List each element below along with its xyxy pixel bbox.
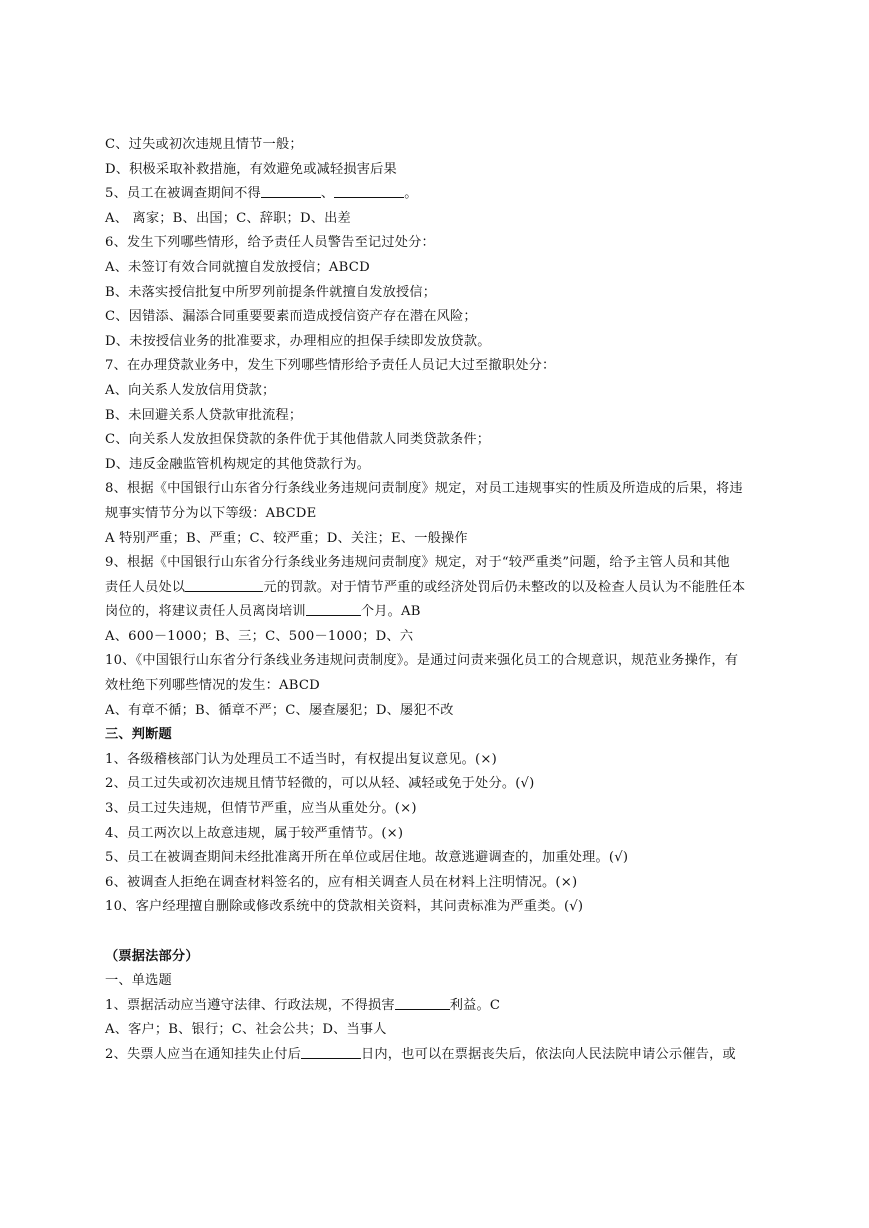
- section-heading: 一、单选题: [105, 973, 172, 989]
- question-line: [105, 1043, 769, 1068]
- question-text: 、: [320, 186, 335, 202]
- judgment-item: 2、员工过失或初次违规且情节轻微的，可以从轻、减轻或免于处分。(√): [105, 776, 535, 792]
- question-text: 2、失票人应当在通知挂失止付后: [105, 1046, 302, 1062]
- judgment-item: 3、员工过失违规，但情节严重，应当从重处分。(×): [105, 801, 417, 817]
- judgment-item: 10、客户经理擅自删除或修改系统中的贷款相关资料，其问责标准为严重类。(√): [105, 899, 584, 915]
- document-body: [105, 133, 769, 1068]
- question-line: [105, 994, 769, 1019]
- question-text: 。: [404, 186, 418, 202]
- option-line: A、向关系人发放信用贷款；: [105, 382, 276, 398]
- option-line: A 特别严重；B、严重；C、较严重；D、关注；E、一般操作: [105, 530, 468, 546]
- judgment-item: 1、各级稽核部门认为处理员工不适当时，有权提出复议意见。(×): [105, 751, 497, 767]
- judgment-item: 6、被调查人拒绝在调查材料签名的，应有相关调查人员在材料上注明情况。(×): [105, 874, 578, 890]
- answer-blank: [185, 577, 263, 592]
- question-line: 6、发生下列哪些情形，给予责任人员警告至记过处分：: [105, 235, 435, 251]
- question-line: 10、《中国银行山东省分行条线业务违规问责制度》。是通过问责来强化员工的合规意识，规范业务操作，有: [105, 653, 739, 669]
- judgment-item: 5、员工在被调查期间未经批准离开所在单位或居住地。故意逃避调查的，加重处理。(√): [105, 850, 629, 866]
- option-line: A、 离家；B、出国；C、辞职；D、出差: [105, 210, 351, 226]
- question-text: 5、员工在被调查期间不得: [105, 186, 261, 202]
- option-line: A、600－1000；B、三；C、500－1000；D、六: [105, 628, 414, 644]
- option-line: C、向关系人发放担保贷款的条件优于其他借款人同类贷款条件；: [105, 432, 491, 448]
- answer-blank: [306, 601, 361, 616]
- answer-blank: [301, 1044, 361, 1059]
- question-text: 个月。AB: [360, 604, 421, 620]
- answer-blank: [334, 183, 404, 198]
- question-text: 岗位的，将建议责任人员离岗培训: [105, 604, 306, 620]
- option-line: C、因错添、漏添合同重要要素而造成授信资产存在潜在风险；: [105, 309, 477, 325]
- option-line: A、有章不循；B、循章不严；C、屡查屡犯；D、屡犯不改: [105, 702, 454, 718]
- question-line: 规事实情节分为以下等级：ABCDE: [105, 505, 317, 521]
- question-text: 利益。C: [449, 997, 501, 1013]
- question-line: 8、根据《中国银行山东省分行条线业务违规问责制度》规定，对员工违规事实的性质及所造成的后果，将违: [105, 481, 743, 497]
- section-heading: 三、判断题: [105, 727, 172, 743]
- option-line: B、未落实授信批复中所罗列前提条件就擅自发放授信；: [105, 284, 437, 300]
- option-line: D、违反金融监管机构规定的其他贷款行为。: [105, 456, 371, 472]
- part-heading: （票据法部分）: [105, 948, 199, 964]
- answer-blank: [261, 183, 321, 198]
- option-line: D、未按授信业务的批准要求，办理相应的担保手续即发放贷款。: [105, 333, 491, 349]
- option-line: B、未回避关系人贷款审批流程；: [105, 407, 303, 423]
- question-line: 效杜绝下列哪些情况的发生：ABCD: [105, 678, 320, 694]
- question-text: 元的罚款。对于情节严重的或经济处罚后仍未整改的以及检查人员认为不能胜任本: [263, 579, 746, 595]
- blank-line: [105, 920, 769, 945]
- option-line: C、过失或初次违规且情节一般；: [105, 137, 303, 152]
- option-line: D、积极采取补救措施，有效避免或减轻损害后果: [105, 161, 397, 177]
- question-text: 日内，也可以在票据丧失后，依法向人民法院申请公示催告，或: [361, 1046, 736, 1062]
- question-text: 责任人员处以: [105, 579, 186, 595]
- judgment-item: 4、员工两次以上故意违规，属于较严重情节。(×): [105, 825, 404, 841]
- question-text: 1、票据活动应当遵守法律、行政法规，不得损害: [105, 997, 395, 1013]
- question-line: [105, 576, 769, 601]
- option-line: A、客户；B、银行；C、社会公共；D、当事人: [105, 1022, 387, 1038]
- question-line: 7、在办理贷款业务中，发生下列哪些情形给予责任人员记大过至撤职处分：: [105, 358, 556, 374]
- option-line: A、未签订有效合同就擅自发放授信；ABCD: [105, 259, 370, 275]
- answer-blank: [395, 995, 450, 1010]
- question-line: [105, 182, 769, 207]
- question-line: [105, 600, 769, 625]
- question-line: 9、根据《中国银行山东省分行条线业务违规问责制度》规定，对于“较严重类”问题，给予主管人员和其他: [105, 555, 730, 571]
